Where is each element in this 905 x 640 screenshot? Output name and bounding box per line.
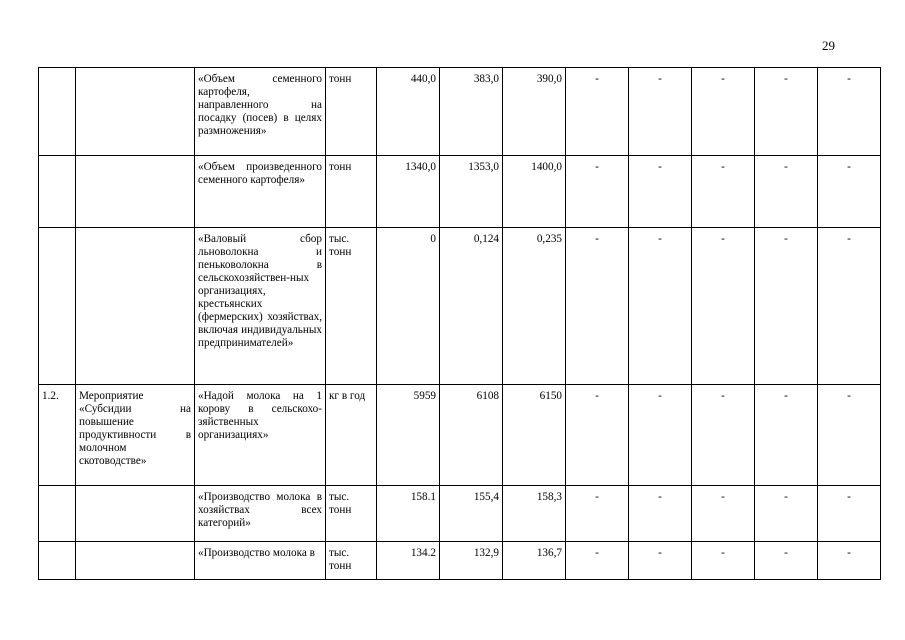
- value-cell: 1340,0: [377, 156, 440, 228]
- unit-cell: тонн: [326, 156, 377, 228]
- dash-cell: -: [566, 68, 629, 156]
- value-cell: 134.2: [377, 542, 440, 580]
- table-row: [39, 228, 881, 385]
- dash-cell: -: [818, 542, 881, 580]
- row-number-cell: [39, 228, 76, 385]
- indicator-cell: «Объем произведенного семенного картофеля»: [195, 156, 326, 228]
- dash-cell: -: [692, 385, 755, 486]
- dash-cell: -: [755, 156, 818, 228]
- dash-cell: -: [692, 486, 755, 542]
- event-cell: [76, 486, 195, 542]
- value-cell: 0,124: [440, 228, 503, 385]
- dash-cell: -: [755, 385, 818, 486]
- event-cell: [76, 542, 195, 580]
- dash-cell: -: [629, 542, 692, 580]
- page-number: 29: [822, 38, 835, 53]
- row-number-cell: [39, 68, 76, 156]
- dash-cell: -: [755, 486, 818, 542]
- value-cell: 5959: [377, 385, 440, 486]
- dash-cell: -: [818, 68, 881, 156]
- dash-cell: -: [629, 68, 692, 156]
- event-cell: [76, 68, 195, 156]
- dash-cell: -: [692, 156, 755, 228]
- dash-cell: -: [629, 156, 692, 228]
- event-cell: [76, 156, 195, 228]
- value-cell: 0,235: [503, 228, 566, 385]
- row-number-cell: [39, 156, 76, 228]
- value-cell: 383,0: [440, 68, 503, 156]
- table-row: [39, 385, 881, 486]
- dash-cell: -: [566, 228, 629, 385]
- dash-cell: -: [818, 385, 881, 486]
- indicator-cell: «Объем семенного картофеля, направленного на посадку (посев) в целях размножения»: [195, 68, 326, 156]
- value-cell: 158,3: [503, 486, 566, 542]
- value-cell: 390,0: [503, 68, 566, 156]
- table-row: [39, 68, 881, 156]
- table-row: [39, 486, 881, 542]
- indicators-table: [38, 67, 881, 580]
- row-number-cell: 1.2.: [39, 385, 76, 486]
- table-row: [39, 542, 881, 580]
- dash-cell: -: [755, 542, 818, 580]
- dash-cell: -: [629, 228, 692, 385]
- unit-cell: тыс. тонн: [326, 486, 377, 542]
- value-cell: 155,4: [440, 486, 503, 542]
- value-cell: 1400,0: [503, 156, 566, 228]
- dash-cell: -: [629, 385, 692, 486]
- dash-cell: -: [692, 68, 755, 156]
- unit-cell: тыс. тонн: [326, 542, 377, 580]
- value-cell: 440,0: [377, 68, 440, 156]
- value-cell: 132,9: [440, 542, 503, 580]
- value-cell: 158.1: [377, 486, 440, 542]
- row-number-cell: [39, 542, 76, 580]
- value-cell: 136,7: [503, 542, 566, 580]
- unit-cell: кг в год: [326, 385, 377, 486]
- dash-cell: -: [629, 486, 692, 542]
- event-cell: Мероприятие «Субсидии на повышение продуктивности в молочном скотоводстве»: [76, 385, 195, 486]
- value-cell: 0: [377, 228, 440, 385]
- dash-cell: -: [566, 156, 629, 228]
- dash-cell: -: [755, 68, 818, 156]
- row-number-cell: [39, 486, 76, 542]
- dash-cell: -: [692, 542, 755, 580]
- dash-cell: -: [566, 542, 629, 580]
- value-cell: 6150: [503, 385, 566, 486]
- dash-cell: -: [566, 486, 629, 542]
- unit-cell: тыс. тонн: [326, 228, 377, 385]
- unit-cell: тонн: [326, 68, 377, 156]
- indicator-cell: «Валовый сбор льноволокна и пеньковолокна в сельскохозяйствен-ных организациях, крестьянских (фермерских) хозяйствах, включая индивидуальных предпринимателей»: [195, 228, 326, 385]
- indicator-cell: «Производство молока в: [195, 542, 326, 580]
- value-cell: 6108: [440, 385, 503, 486]
- indicator-cell: «Надой молока на 1 корову в сельскохо-зяйственных организациях»: [195, 385, 326, 486]
- indicator-cell: «Производство молока в хозяйствах всех категорий»: [195, 486, 326, 542]
- value-cell: 1353,0: [440, 156, 503, 228]
- dash-cell: -: [818, 228, 881, 385]
- dash-cell: -: [692, 228, 755, 385]
- dash-cell: -: [818, 156, 881, 228]
- dash-cell: -: [566, 385, 629, 486]
- dash-cell: -: [755, 228, 818, 385]
- table-row: [39, 156, 881, 228]
- event-cell: [76, 228, 195, 385]
- dash-cell: -: [818, 486, 881, 542]
